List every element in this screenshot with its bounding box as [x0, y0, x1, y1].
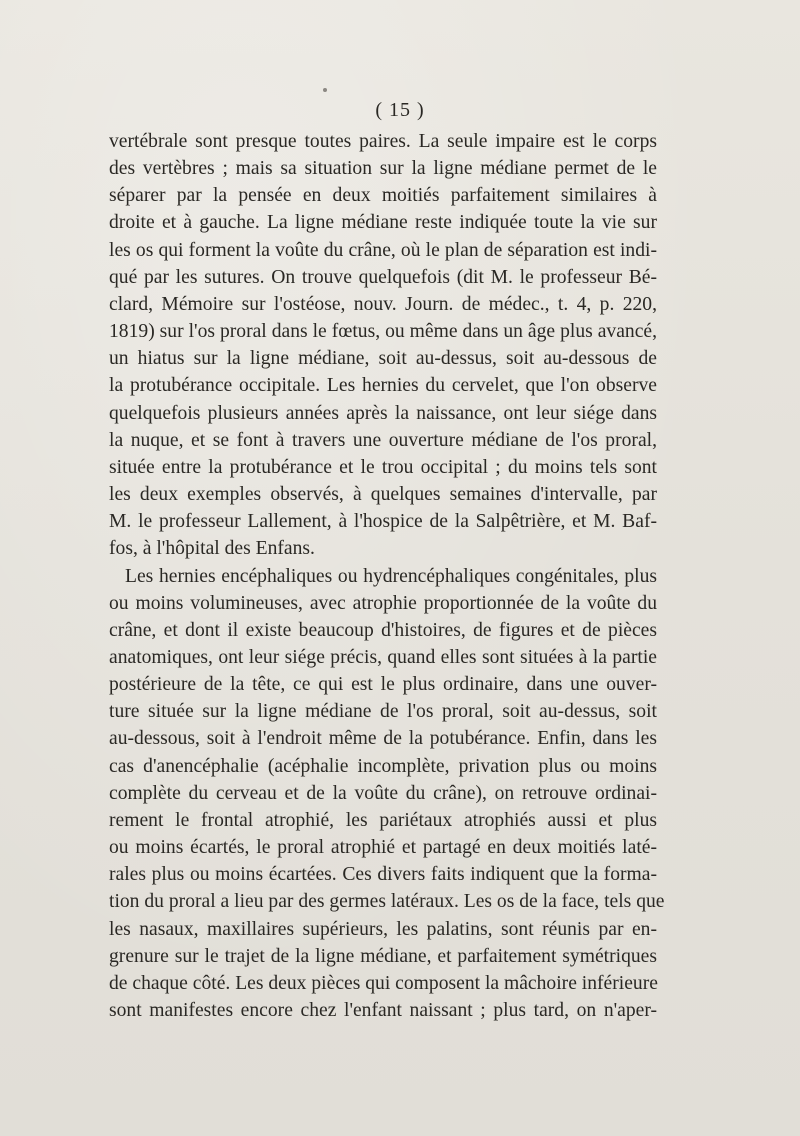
text-line: située entre la protubérance et le trou occipital ; du moins tels sont	[109, 456, 657, 478]
text-line: grenure sur le trajet de la ligne médiane, et parfaitement symétriques	[109, 945, 657, 967]
text-line: complète du cerveau et de la voûte du crâne), on retrouve ordinai-	[109, 782, 657, 804]
text-line: un hiatus sur la ligne médiane, soit au-dessus, soit au-dessous de	[109, 348, 657, 370]
text-line: de chaque côté. Les deux pièces qui composent la mâchoire inférieure	[109, 972, 658, 994]
text-line: la nuque, et se font à travers une ouverture médiane de l'os proral,	[109, 429, 657, 451]
text-line: clard, Mémoire sur l'ostéose, nouv. Journ. de médec., t. 4, p. 220,	[109, 293, 657, 315]
text-line: au-dessous, soit à l'endroit même de la potubérance. Enfin, dans les	[109, 728, 657, 750]
text-line: les deux exemples observés, à quelques semaines d'intervalle, par	[109, 484, 657, 506]
page-number: ( 15 )	[375, 99, 425, 121]
text-line: Les hernies encéphaliques ou hydrencéphaliques congénitales, plus	[125, 565, 657, 587]
text-line: cas d'anencéphalie (acéphalie incomplète, privation plus ou moins	[109, 755, 657, 777]
text-line: sont manifestes encore chez l'enfant naissant ; plus tard, on n'aper-	[109, 1000, 657, 1021]
text-line: qué par les sutures. On trouve quelquefois (dit M. le professeur Bé-	[109, 266, 657, 288]
text-line: ou moins volumineuses, avec atrophie proportionnée de la voûte du	[109, 592, 657, 614]
text-line: ture située sur la ligne médiane de l'os proral, soit au-dessus, soit	[109, 701, 657, 723]
text-line: crâne, et dont il existe beaucoup d'histoires, de figures et de pièces	[109, 619, 657, 641]
text-line: fos, à l'hôpital des Enfans.	[109, 538, 315, 560]
text-line: les nasaux, maxillaires supérieurs, les palatins, sont réunis par en-	[109, 918, 657, 940]
text-line: séparer par la pensée en deux moitiés parfaitement similaires à	[109, 185, 657, 207]
text-line: droite et à gauche. La ligne médiane reste indiquée toute la vie sur	[109, 212, 657, 234]
text-line: les os qui forment la voûte du crâne, où le plan de séparation est indi-	[109, 239, 657, 261]
text-line: rales plus ou moins écartées. Ces divers faits indiquent que la forma-	[109, 864, 657, 886]
text-line: tion du proral a lieu par des germes latéraux. Les os de la face, tels que	[109, 891, 665, 913]
text-line: M. le professeur Lallement, à l'hospice de la Salpêtrière, et M. Baf-	[109, 511, 657, 533]
text-line: rement le frontal atrophié, les pariétaux atrophiés aussi et plus	[109, 809, 657, 831]
text-line: quelquefois plusieurs années après la naissance, ont leur siége dans	[109, 402, 657, 424]
text-line: 1819) sur l'os proral dans le fœtus, ou même dans un âge plus avancé,	[109, 321, 657, 343]
text-line: postérieure de la tête, ce qui est le plus ordinaire, dans une ouver-	[109, 674, 657, 696]
text-line: vertébrale sont presque toutes paires. La seule impaire est le corps	[109, 131, 657, 152]
text-line: des vertèbres ; mais sa situation sur la ligne médiane permet de le	[109, 158, 657, 180]
text-line: ou moins écartés, le proral atrophié et partagé en deux moitiés laté-	[109, 837, 657, 859]
ink-spot	[323, 88, 327, 92]
text-line: anatomiques, ont leur siége précis, quand elles sont situées à la partie	[109, 646, 657, 668]
body-text	[109, 128, 665, 1024]
text-line: la protubérance occipitale. Les hernies du cervelet, que l'on observe	[109, 375, 657, 397]
